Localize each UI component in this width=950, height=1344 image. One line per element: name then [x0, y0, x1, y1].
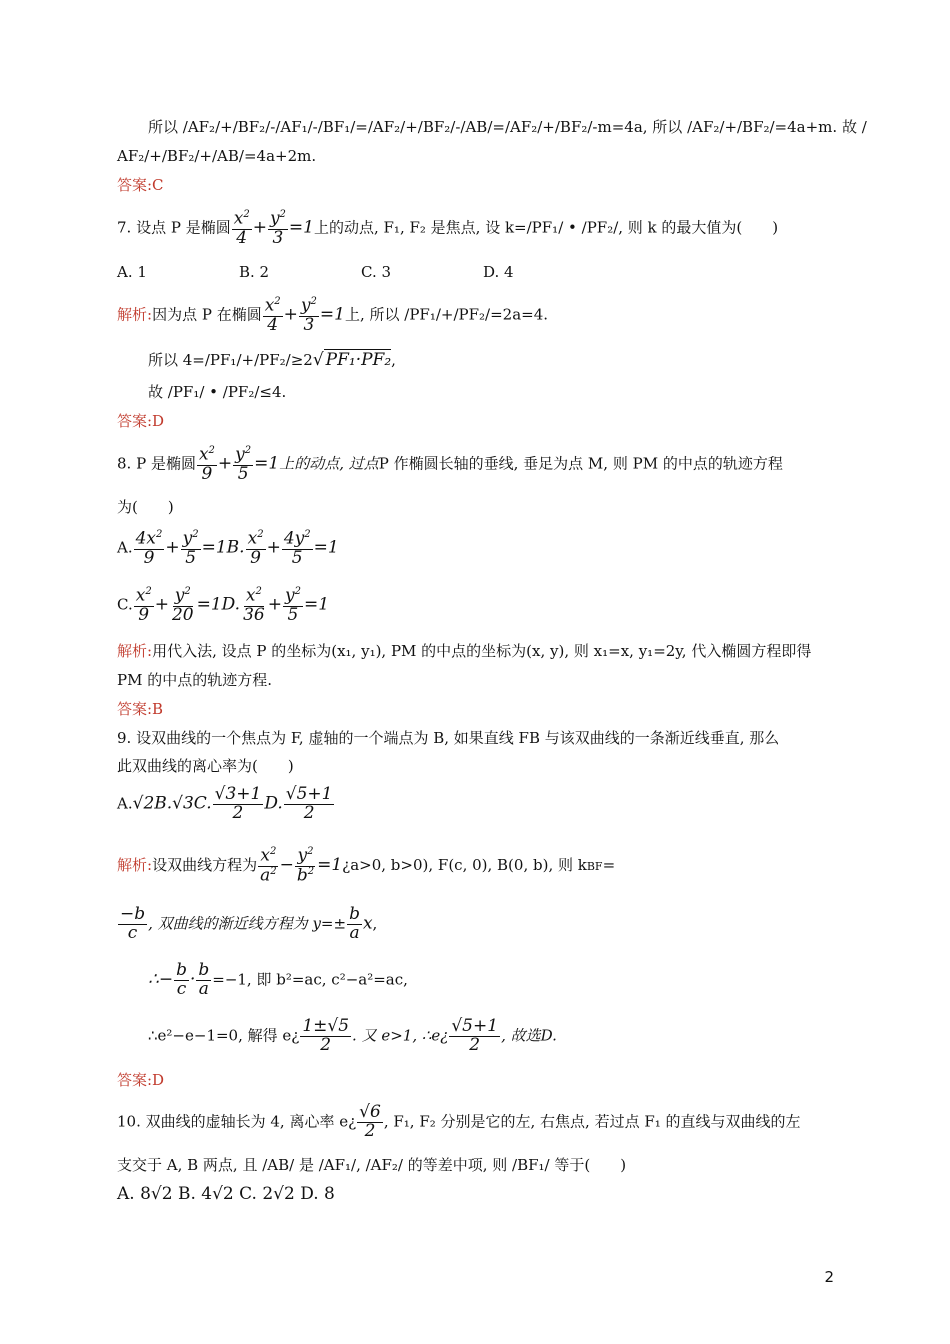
formula-fraction: $\frac{b}{a}$	[198, 960, 210, 999]
solution-text: 所以 4=/PF₁/+/PF₂/≥2	[148, 351, 313, 369]
options-cd: C. $\frac{x^2}{9}$ + $\frac{y^2}{20}$ =1D. $\frac{x^2}{36}$ + $\frac{y^2}{5}$ =1	[117, 585, 330, 625]
solution-text: 用代入法, 设点 P 的坐标为(x₁, y₁), PM 的中点的坐标为(x, y), 则 x₁=x, y₁=2y, 代入椭圆方程即得	[152, 642, 812, 660]
formula-fraction: $\frac{√5+1}{2}$	[285, 784, 333, 823]
formula-fraction: $\frac{4x^2}{9}$	[135, 528, 163, 568]
solution-line: 所以 4=/PF₁/+/PF₂/≥2√ PF₁·PF₂,	[148, 350, 396, 370]
formula-fraction: $\frac{x^2}{4}$	[264, 295, 281, 335]
solution-7: 解析:因为点 P 在椭圆 $\frac{x^2}{4}$ + $\frac{y^2}{3}$ =1上, 所以 /PF₁/+/PF₂/=2a=4.	[117, 295, 549, 335]
question-text: 7. 设点 P 是椭圆	[117, 218, 231, 237]
formula-fraction: $\frac{y^2}{5}$	[235, 444, 252, 484]
question-text: 上的动点, F₁, F₂ 是焦点, 设 k=/PF₁/ • /PF₂/, 则 k 的最大值为( )	[313, 218, 779, 237]
answer-label: 答案:B	[117, 700, 164, 718]
solution-text: =−1, 即 b²=ac, c²−a²=ac,	[212, 970, 408, 989]
solution-text: , 故选D.	[501, 1026, 557, 1045]
solution-line: PM 的中点的轨迹方程.	[117, 671, 272, 689]
formula-fraction: $\frac{-b}{c}$	[120, 904, 146, 943]
text-line: 所以 /AF₂/+/BF₂/-/AF₁/-/BF₁/=/AF₂/+/BF₂/-/AB/=/AF₂/+/BF₂/-m=4a, 所以 /AF₂/+/BF₂/=4a+m. 故 /	[148, 118, 867, 136]
solution-line: 故 /PF₁/ • /PF₂/≤4.	[148, 383, 287, 401]
solution-label: 解析:	[117, 642, 153, 660]
page-number: 2	[824, 1268, 834, 1286]
solution-text: ∴e²−e−1=0, 解得 e¿	[148, 1026, 300, 1045]
formula-fraction: $\frac{x^2}{a^2}$	[260, 845, 277, 886]
solution-text: . 又 e>1, ∴e¿	[352, 1026, 449, 1045]
solution-text: ¿a>0, b>0), F(c, 0), B(0, b), 则 k	[342, 856, 587, 874]
formula-fraction: $\frac{y^2}{5}$	[182, 528, 199, 568]
solution-text: 设双曲线方程为	[152, 856, 258, 874]
answer-label: 答案:D	[117, 1071, 165, 1089]
formula-fraction: $\frac{√6}{2}$	[359, 1102, 381, 1141]
formula-fraction: $\frac{x^2}{9}$	[247, 528, 264, 568]
answer-label: 答案:D	[117, 412, 165, 430]
subscript: BF	[586, 860, 603, 873]
solution-8	[117, 641, 840, 661]
question-text: P 作椭圆长轴的垂线, 垂足为点 M, 则 PM 的中点的轨迹方程	[378, 454, 783, 473]
formula-fraction: $\frac{b}{a}$	[349, 904, 360, 943]
question-8: 8. P 是椭圆 $\frac{x^2}{9}$ + $\frac{y^2}{5}$ =1上的动点, 过点P 作椭圆长轴的垂线, 垂足为点 M, 则 PM 的中点的轨迹方程	[117, 444, 783, 484]
option-a: A. 1	[117, 263, 147, 281]
solution-line	[148, 1018, 840, 1055]
options-row: A. 8√2 B. 4√2 C. 2√2 D. 8	[117, 1184, 335, 1204]
formula-fraction: $\frac{y^2}{20}$	[171, 585, 194, 625]
formula-fraction: $\frac{y^2}{3}$	[300, 295, 317, 335]
options-ab: A. $\frac{4x^2}{9}$ + $\frac{y^2}{5}$ =1B. $\frac{x^2}{9}$ + $\frac{4y^2}{5}$ =1	[117, 528, 339, 568]
formula-fraction: $\frac{y^2}{b^2}$	[296, 845, 315, 886]
formula-fraction: $\frac{x^2}{4}$	[233, 208, 250, 248]
solution-line: ∴− $\frac{b}{c}$ · $\frac{b}{a}$ =−1, 即 b²=ac, c²−a²=ac,	[148, 960, 408, 999]
options-row	[117, 262, 840, 282]
text-line: 为( )	[117, 498, 174, 516]
solution-label: 解析:	[117, 305, 153, 324]
text-line: 支交于 A, B 两点, 且 /AB/ 是 /AF₁/, /AF₂/ 的等差中项, 则 /BF₁/ 等于( )	[117, 1156, 627, 1174]
options-row: A.√2B.√3C. $\frac{√3+1}{2}$ D. $\frac{√5+1}{2}$	[117, 784, 333, 823]
formula-fraction: $\frac{4y^2}{5}$	[283, 528, 311, 568]
question-10	[117, 1104, 840, 1141]
question-text: 10. 双曲线的虚轴长为 4, 离心率 e¿	[117, 1112, 357, 1131]
formula-fraction: $\frac{√5+1}{2}$	[451, 1016, 499, 1055]
question-text: 8. P 是椭圆	[117, 454, 196, 473]
answer-label: 答案:C	[117, 176, 164, 194]
formula-fraction: $\frac{y^2}{5}$	[284, 585, 301, 625]
formula-fraction: $\frac{b}{c}$	[176, 960, 187, 999]
solution-label: 解析:	[117, 856, 153, 874]
solution-text: =	[602, 856, 616, 874]
solution-text: , 双曲线的渐近线方程为 y=±	[148, 914, 347, 933]
formula-fraction: $\frac{x^2}{36}$	[243, 585, 265, 625]
solution-text: ∴−	[148, 969, 174, 990]
question-7: 7. 设点 P 是椭圆 $\frac{x^2}{4}$ + $\frac{y^2}{3}$ =1上的动点, F₁, F₂ 是焦点, 设 k=/PF₁/ • /PF₂/, 则 k 的最大值为( )	[117, 208, 779, 248]
formula-fraction: $\frac{x^2}{9}$	[135, 585, 152, 625]
solution-text: 因为点 P 在椭圆	[152, 305, 262, 324]
formula-fraction: $\frac{x^2}{9}$	[198, 444, 215, 484]
solution-text: 上, 所以 /PF₁/+/PF₂/=2a=4.	[344, 305, 549, 324]
formula-fraction: $\frac{y^2}{3}$	[269, 208, 286, 248]
solution-line: $\frac{-b}{c}$ , 双曲线的渐近线方程为 y=± $\frac{b}{a}$ x,	[120, 904, 378, 943]
solution-9: 解析:设双曲线方程为 $\frac{x^2}{a^2}$ − $\frac{y^2}{b^2}$ =1¿a>0, b>0), F(c, 0), B(0, b), 则 kBF=	[117, 845, 616, 886]
question-text: , F₁, F₂ 分别是它的左, 右焦点, 若过点 F₁ 的直线与双曲线的左	[383, 1112, 801, 1131]
text-line: 此双曲线的离心率为( )	[117, 757, 294, 775]
option-b: B. 2	[239, 263, 270, 281]
question-text: 上的动点, 过点	[279, 454, 379, 473]
option-d: D. 4	[483, 263, 514, 281]
sqrt-expression: PF₁·PF₂	[325, 350, 392, 370]
option-c: C. 3	[361, 263, 392, 281]
question-9: 9. 设双曲线的一个焦点为 F, 虚轴的一个端点为 B, 如果直线 FB 与该双曲线的一条渐近线垂直, 那么	[117, 729, 780, 747]
formula-fraction: $\frac{√3+1}{2}$	[214, 784, 262, 823]
formula-fraction: $\frac{1\pm√5}{2}$	[302, 1016, 350, 1055]
text-line: AF₂/+/BF₂/+/AB/=4a+2m.	[117, 147, 317, 165]
